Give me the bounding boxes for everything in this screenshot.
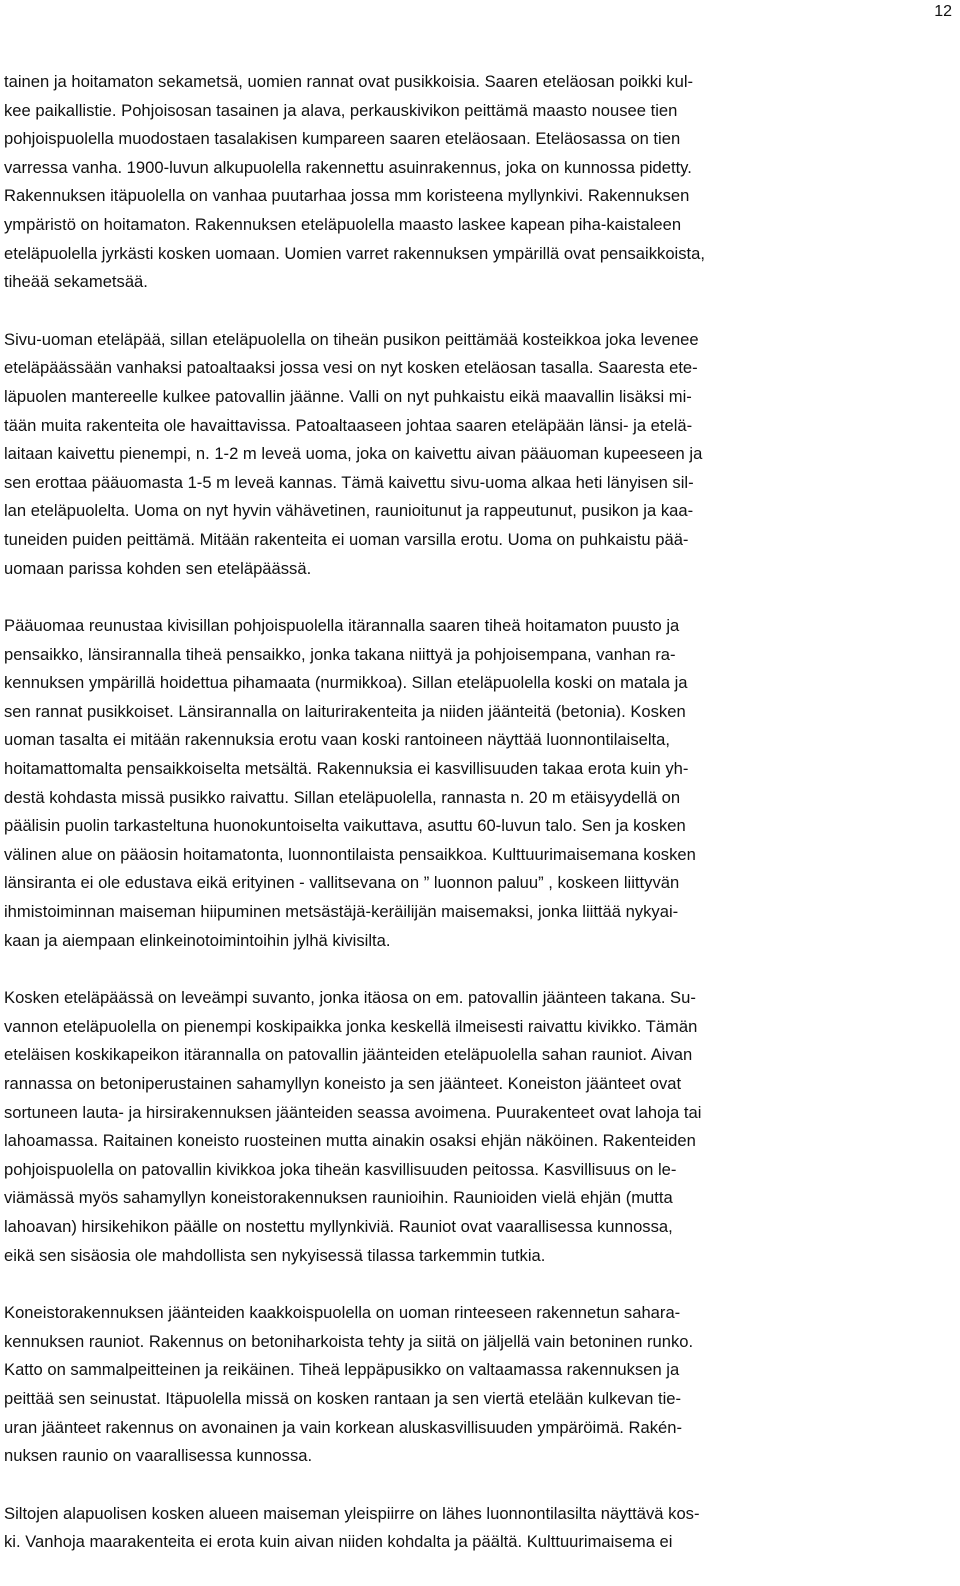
text-line: nuksen raunio on vaarallisessa kunnossa. — [4, 1446, 313, 1466]
page-number: 12 — [934, 3, 952, 20]
text-line: tainen ja hoitamaton sekametsä, uomien rannat ovat pusikkoisia. Saaren eteläosan poikki kul- — [4, 72, 694, 91]
text-line: lahoavan) hirsikehikon päälle on nostettu myllynkiviä. Rauniot ovat vaarallisessa kunnossa, — [4, 1216, 673, 1236]
text-line: tuneiden puiden peittämä. Mitään rakenteita ei uoman varsilla erotu. Uoma on puhkaistu pää- — [4, 529, 689, 549]
text-line: välinen alue on pääosin hoitamatonta, luonnontilaista pensaikkoa. Kulttuurimaisemana kosken — [4, 844, 696, 864]
text-line: Kosken eteläpäässä on leveämpi suvanto, jonka itäosa on em. patovallin jäänteen takana. Su- — [4, 988, 696, 1008]
paragraph — [4, 68, 956, 297]
paragraph — [4, 1299, 956, 1471]
text-line: eteläpuolella jyrkästi kosken uomaan. Uomien varret rakennuksen ympärillä ovat pensaikkoista, — [4, 243, 705, 263]
text-line: eteläpäässään vanhaksi patoaltaaksi jossa vesi on nyt kosken eteläosan tasalla. Saaresta ete- — [4, 358, 698, 378]
text-line: eteläisen koskikapeikon itärannalla on patovallin jäänteiden eteläpuolella sahan rauniot. Aivan — [4, 1045, 693, 1065]
paragraph — [4, 612, 956, 955]
text-line: kaan ja aiempaan elinkeinotoimintoihin jylhä kivisilta. — [4, 930, 391, 950]
paragraph — [4, 984, 956, 1270]
paragraph — [4, 1500, 956, 1557]
text-line: sen erottaa pääuomasta 1-5 m leveä kannas. Tämä kaivettu sivu-uoma alkaa heti länyisen sil- — [4, 472, 694, 492]
text-line: laitaan kaivettu pienempi, n. 1-2 m leveä uoma, joka on kaivettu aivan pääuoman kupeeseen ja — [4, 444, 703, 464]
text-line: ihmistoiminnan maiseman hiipuminen metsästäjä-keräilijän maisemaksi, jonka liittää nykyai- — [4, 902, 679, 922]
text-line: kennuksen ympärillä hoidettua pihamaata (nurmikkoa). Sillan eteläpuolella koski on matala ja — [4, 673, 688, 693]
text-line: rannassa on betoniperustainen sahamyllyn koneisto ja sen jäänteet. Koneiston jäänteet ovat — [4, 1074, 682, 1093]
text-line: uran jäänteet rakennus on avonainen ja vain korkean aluskasvillisuuden ympäröimä. Rakén- — [4, 1417, 682, 1437]
text-line: tiheää sekametsää. — [4, 272, 148, 292]
text-line: lan eteläpuolelta. Uoma on nyt hyvin vähävetinen, raunioitunut ja rappeutunut, pusikon ja kaa- — [4, 501, 694, 521]
paragraph — [4, 326, 956, 583]
text-line: pohjoispuolella muodostaen tasalakisen kumpareen saaren eteläosaan. Eteläosassa on tien — [4, 129, 681, 149]
text-line: kee paikallistie. Pohjoisosan tasainen ja alava, perkauskivikon peittämä maasto nousee tien — [4, 100, 678, 120]
text-line: uomaan parissa kohden sen eteläpäässä. — [4, 558, 312, 578]
text-line: sortuneen lauta- ja hirsirakennuksen jäänteiden seassa avoimena. Puurakenteet ovat lahoja tai — [4, 1102, 702, 1122]
text-line: päälisin puolin tarkasteltuna huonokuntoiselta vaikuttava, asuttu 60-luvun talo. Sen ja kosken — [4, 816, 686, 836]
text-line: Katto on sammalpeitteinen ja reikäinen. Tiheä leppäpusikko on valtaamassa rakennuksen ja — [4, 1360, 680, 1380]
text-line: vannon eteläpuolella on pienempi koskipaikka jonka keskellä ilmeisesti raivattu kivikko. Tämän — [4, 1016, 698, 1036]
text-line: ympäristö on hoitamaton. Rakennuksen eteläpuolella maasto laskee kapean piha-kaistaleen — [4, 214, 682, 234]
text-line: eikä sen sisäosia ole mahdollista sen nykyisessä tilassa tarkemmin tutkia. — [4, 1245, 546, 1265]
text-line: uoman tasalta ei mitään rakennuksia erotu vaan koski rantoineen näyttää luonnontilaiselta, — [4, 730, 671, 750]
text-line: sen rannat pusikkoiset. Länsirannalla on laiturirakenteita ja niiden jäänteitä (betonia). Kosken — [4, 701, 686, 721]
text-line: pohjoispuolella on patovallin kivikkoa joka tiheän kasvillisuuden peitossa. Kasvillisuus on le- — [4, 1159, 677, 1179]
text-line: kennuksen rauniot. Rakennus on betoniharkoista tehty ja siitä on jäljellä vain betoninen runko. — [4, 1331, 694, 1351]
text-line: Siltojen alapuolisen kosken alueen maiseman yleispiirre on lähes luonnontilasilta näyttävä kos- — [4, 1503, 700, 1523]
text-line: lahoamassa. Raitainen koneisto ruosteinen mutta ainakin osaksi ehjän näköinen. Rakenteiden — [4, 1131, 696, 1151]
text-line: tään muita rakenteita ole havaittavissa. Patoaltaaseen johtaa saaren eteläpään länsi- ja etelä- — [4, 415, 693, 435]
text-line: hoitamattomalta pensaikkoiselta metsältä. Rakennuksia ei kasvillisuuden takaa erota kuin yh- — [4, 759, 689, 779]
text-line: länsiranta ei ole edustava eikä erityinen - vallitsevana on ” luonnon paluu” , koskeen liittyvän — [4, 873, 680, 893]
text-line: viämässä myös sahamyllyn koneistorakennuksen raunioihin. Raunioiden vielä ehjän (mutta — [4, 1188, 673, 1208]
text-line: pensaikko, länsirannalla tiheä pensaikko, jonka takana niittyä ja pohjoisempana, vanhan ra- — [4, 644, 676, 664]
text-line: Pääuomaa reunustaa kivisillan pohjoispuolella itärannalla saaren tiheä hoitamaton puusto ja — [4, 616, 680, 636]
text-line: varressa vanha. 1900-luvun alkupuolella rakennettu asuinrakennus, joka on kunnossa pidetty. — [4, 157, 692, 177]
text-line: Sivu-uoman eteläpää, sillan eteläpuolella on tiheän pusikon peittämää kosteikkoa joka levenee — [4, 329, 699, 349]
document-body — [4, 68, 956, 1586]
text-line: Rakennuksen itäpuolella on vanhaa puutarhaa jossa mm koristeena myllynkivi. Rakennuksen — [4, 186, 690, 206]
text-line: ki. Vanhoja maarakenteita ei erota kuin aivan niiden kohdalta ja päältä. Kulttuurimaisema ei — [4, 1532, 673, 1552]
text-line: Koneistorakennuksen jäänteiden kaakkoispuolella on uoman rinteeseen rakennetun sahara- — [4, 1303, 681, 1323]
text-line: läpuolen mantereelle kulkee patovallin jäänne. Valli on nyt puhkaistu eikä maavallin lisäksi mi- — [4, 386, 692, 406]
text-line: destä kohdasta missä pusikko raivattu. Sillan eteläpuolella, rannasta n. 20 m etäisyydellä on — [4, 787, 681, 807]
text-line: peittää sen seinustat. Itäpuolella missä on kosken rantaan ja sen viertä etelään kulkevan tie- — [4, 1388, 682, 1408]
